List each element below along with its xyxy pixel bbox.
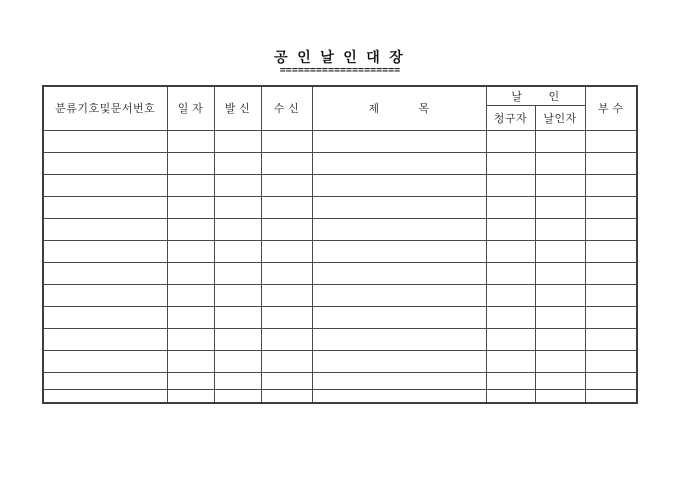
table-row: [43, 152, 637, 174]
table-cell: [585, 328, 637, 350]
table-cell: [486, 372, 535, 389]
table-row: [43, 218, 637, 240]
table-cell: [312, 328, 486, 350]
table-cell: [486, 389, 535, 403]
table-cell: [486, 196, 535, 218]
table-row: [43, 240, 637, 262]
table-cell: [585, 262, 637, 284]
table-cell: [214, 196, 261, 218]
table-cell: [261, 262, 312, 284]
table-cell: [535, 196, 585, 218]
table-cell: [214, 152, 261, 174]
table-cell: [43, 262, 167, 284]
table-cell: [312, 130, 486, 152]
table-cell: [585, 130, 637, 152]
table-cell: [585, 372, 637, 389]
table-cell: [535, 372, 585, 389]
table-cell: [261, 284, 312, 306]
header-seal-requester: 청구자: [486, 105, 535, 130]
table-row: [43, 328, 637, 350]
table-row: [43, 350, 637, 372]
table-cell: [261, 350, 312, 372]
table-cell: [585, 284, 637, 306]
table-header: [43, 86, 637, 130]
header-seal: 날 인: [486, 86, 585, 105]
table-cell: [486, 350, 535, 372]
table-cell: [486, 240, 535, 262]
table-cell: [261, 306, 312, 328]
table-cell: [43, 152, 167, 174]
table-cell: [214, 350, 261, 372]
table-cell: [585, 174, 637, 196]
table-cell: [43, 306, 167, 328]
table-row: [43, 389, 637, 403]
table-cell: [486, 328, 535, 350]
table-cell: [167, 372, 214, 389]
page-title: 공 인 날 인 대 장: [274, 51, 406, 66]
table-cell: [261, 130, 312, 152]
table-cell: [214, 306, 261, 328]
table-cell: [167, 130, 214, 152]
table-cell: [167, 350, 214, 372]
table-cell: [214, 328, 261, 350]
table-row: [43, 196, 637, 218]
table-cell: [585, 306, 637, 328]
table-cell: [214, 174, 261, 196]
title-block: [0, 49, 680, 74]
table-cell: [535, 174, 585, 196]
table-cell: [261, 196, 312, 218]
table-cell: [486, 130, 535, 152]
table-cell: [535, 262, 585, 284]
table-cell: [43, 196, 167, 218]
table-cell: [312, 350, 486, 372]
table-cell: [535, 389, 585, 403]
table-cell: [312, 196, 486, 218]
table-cell: [214, 130, 261, 152]
table-cell: [167, 240, 214, 262]
table-cell: [214, 284, 261, 306]
table-cell: [43, 240, 167, 262]
table-cell: [43, 350, 167, 372]
table-cell: [585, 196, 637, 218]
table-cell: [43, 218, 167, 240]
table-cell: [261, 218, 312, 240]
title-underline: ====================: [279, 65, 401, 76]
table-cell: [486, 306, 535, 328]
table-cell: [261, 328, 312, 350]
table-cell: [535, 130, 585, 152]
table-cell: [43, 284, 167, 306]
table-cell: [312, 284, 486, 306]
table-cell: [535, 328, 585, 350]
table-row: [43, 284, 637, 306]
table-row: [43, 130, 637, 152]
table-cell: [312, 174, 486, 196]
seal-register-table: [42, 85, 638, 404]
header-subject: 제 목: [312, 86, 486, 130]
table-cell: [585, 152, 637, 174]
table-cell: [167, 306, 214, 328]
table-cell: [312, 152, 486, 174]
table-cell: [312, 240, 486, 262]
table-cell: [585, 218, 637, 240]
table-row: [43, 174, 637, 196]
table-cell: [167, 284, 214, 306]
table-cell: [43, 174, 167, 196]
table-cell: [214, 372, 261, 389]
header-doc-number: 분류기호및문서번호: [43, 86, 167, 130]
table-cell: [167, 389, 214, 403]
table-row: [43, 372, 637, 389]
table-cell: [486, 152, 535, 174]
header-copies: 부 수: [585, 86, 637, 130]
table-cell: [486, 284, 535, 306]
header-date: 일 자: [167, 86, 214, 130]
table-cell: [43, 372, 167, 389]
table-cell: [261, 389, 312, 403]
table-cell: [167, 328, 214, 350]
table-cell: [585, 350, 637, 372]
header-sender: 발 신: [214, 86, 261, 130]
table-cell: [214, 389, 261, 403]
table-cell: [486, 218, 535, 240]
table-cell: [486, 174, 535, 196]
table-cell: [312, 306, 486, 328]
table-cell: [585, 240, 637, 262]
table-cell: [312, 389, 486, 403]
table-cell: [312, 218, 486, 240]
header-receiver: 수 신: [261, 86, 312, 130]
table-cell: [535, 284, 585, 306]
table-cell: [43, 389, 167, 403]
table-cell: [214, 262, 261, 284]
table-cell: [486, 262, 535, 284]
table-cell: [535, 152, 585, 174]
table-cell: [535, 350, 585, 372]
table-cell: [261, 174, 312, 196]
table-row: [43, 306, 637, 328]
table-cell: [214, 218, 261, 240]
table-cell: [535, 218, 585, 240]
header-row-top: [43, 86, 637, 105]
table-cell: [585, 389, 637, 403]
table-cell: [167, 218, 214, 240]
table-cell: [167, 196, 214, 218]
table-cell: [312, 262, 486, 284]
table-cell: [167, 174, 214, 196]
table-cell: [535, 306, 585, 328]
table-row: [43, 262, 637, 284]
table-cell: [214, 240, 261, 262]
table-cell: [312, 372, 486, 389]
table-cell: [43, 328, 167, 350]
table-cell: [167, 152, 214, 174]
table-cell: [261, 372, 312, 389]
table-cell: [43, 130, 167, 152]
table-body: [43, 130, 637, 403]
header-seal-signer: 날인자: [535, 105, 585, 130]
table-cell: [167, 262, 214, 284]
table-cell: [261, 240, 312, 262]
table-cell: [261, 152, 312, 174]
table-cell: [535, 240, 585, 262]
